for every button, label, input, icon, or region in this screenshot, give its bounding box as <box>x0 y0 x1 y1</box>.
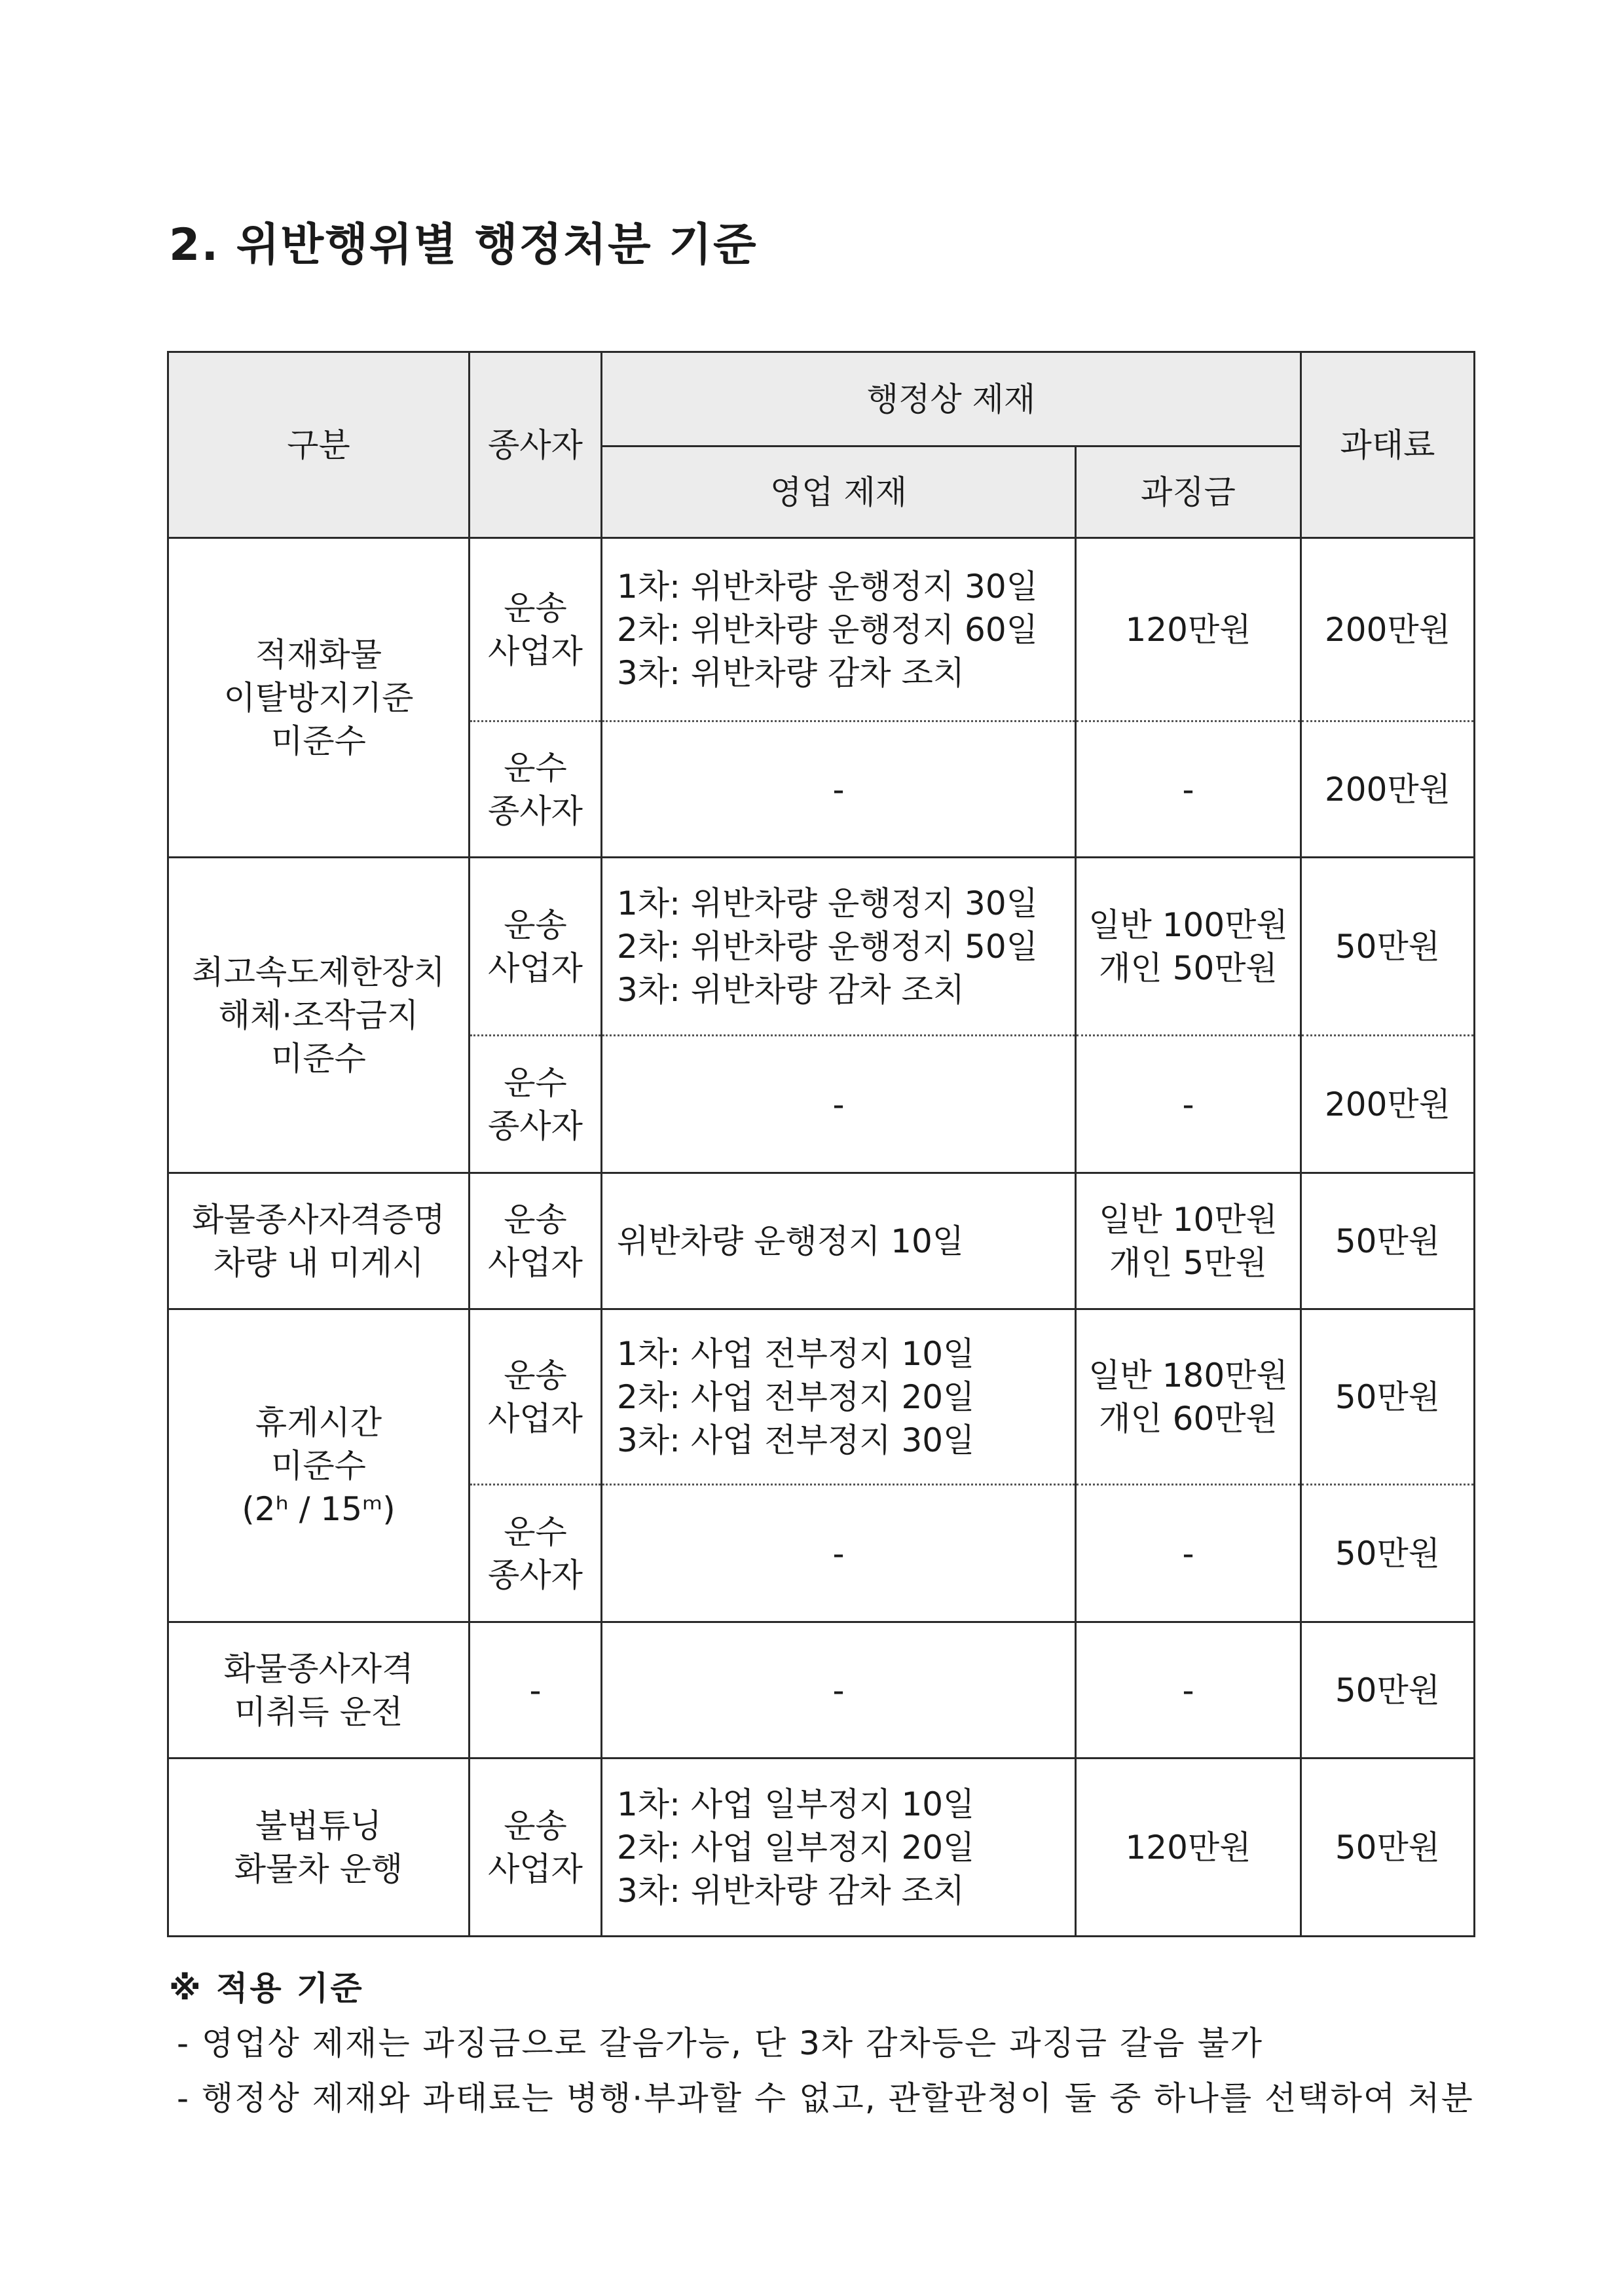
table-body <box>168 538 1475 1937</box>
business-sanction-cell <box>602 538 1076 721</box>
business-sanction-cell-line: - <box>832 1671 845 1709</box>
fine-cell: 50만원 <box>1301 858 1475 1036</box>
business-sanction-cell <box>602 1036 1076 1173</box>
penalty-surcharge-cell-line: 개인 60만원 <box>1099 1399 1278 1438</box>
sanction-standards-table <box>167 351 1475 1937</box>
violation-category-cell <box>168 1173 470 1309</box>
business-sanction-cell-line: 2차: 위반차량 운행정지 50일 <box>617 927 1038 966</box>
violation-category-cell <box>168 858 470 1173</box>
business-sanction-cell-line: 2차: 사업 전부정지 20일 <box>617 1377 975 1416</box>
worker-type-cell <box>470 538 602 721</box>
worker-type-cell-line: 운송 <box>504 589 567 627</box>
penalty-surcharge-cell-line: - <box>1182 1671 1194 1709</box>
penalty-surcharge-cell-line: 개인 50만원 <box>1099 949 1278 987</box>
business-sanction-cell-line: 3차: 위반차량 감차 조치 <box>617 653 965 692</box>
page-title: 2. 위반행위별 행정처분 기준 <box>169 219 758 271</box>
penalty-surcharge-cell-line: 120만원 <box>1125 610 1251 649</box>
worker-type-cell-line: 종사자 <box>488 1556 583 1594</box>
worker-type-cell <box>470 1758 602 1937</box>
business-sanction-cell-line: - <box>832 1085 845 1123</box>
worker-type-cell-line: 운송 <box>504 1200 567 1239</box>
penalty-surcharge-cell <box>1076 1485 1301 1622</box>
penalty-surcharge-cell <box>1076 721 1301 858</box>
violation-category-cell-line: (2ʰ / 15ᵐ) <box>242 1489 396 1528</box>
business-sanction-cell <box>602 721 1076 858</box>
violation-category-cell-line: 최고속도제한장치 <box>192 953 445 991</box>
business-sanction-cell <box>602 1485 1076 1622</box>
table-row <box>168 1309 1475 1485</box>
worker-type-cell <box>470 858 602 1036</box>
worker-type-cell <box>470 721 602 858</box>
violation-category-cell-line: 화물종사자격증명 <box>192 1200 445 1239</box>
worker-type-cell-line: 운송 <box>504 905 567 944</box>
worker-type-cell <box>470 1485 602 1622</box>
worker-type-cell-line: 운수 <box>504 1512 567 1551</box>
penalty-surcharge-cell <box>1076 858 1301 1036</box>
violation-category-cell-line: 불법튜닝 <box>255 1806 382 1845</box>
business-sanction-cell <box>602 1758 1076 1937</box>
violation-category-cell <box>168 1758 470 1937</box>
note-item: - 영업상 제재는 과징금으로 갈음가능, 단 3차 감차등은 과징금 갈음 불가 <box>177 2024 1264 2062</box>
fine-cell: 200만원 <box>1301 1036 1475 1173</box>
worker-type-cell-line: 운수 <box>504 748 567 787</box>
business-sanction-cell <box>602 1173 1076 1309</box>
violation-category-cell-line: 휴게시간 <box>255 1403 382 1442</box>
penalty-surcharge-cell-line: - <box>1182 1534 1194 1573</box>
fine-cell: 200만원 <box>1301 721 1475 858</box>
business-sanction-cell <box>602 1309 1076 1485</box>
penalty-surcharge-cell-line: - <box>1182 1085 1194 1123</box>
violation-category-cell-line: 해체·조작금지 <box>218 996 419 1034</box>
worker-type-cell <box>470 1036 602 1173</box>
violation-category-cell-line: 미취득 운전 <box>234 1692 403 1731</box>
worker-type-cell-line: 운송 <box>504 1806 567 1845</box>
violation-category-cell-line: 미준수 <box>271 721 366 760</box>
violation-category-cell-line: 차량 내 미게시 <box>213 1243 424 1282</box>
penalty-surcharge-cell <box>1076 1622 1301 1758</box>
worker-type-cell <box>470 1309 602 1485</box>
fine-cell: 50만원 <box>1301 1758 1475 1937</box>
business-sanction-cell-line: 1차: 사업 전부정지 10일 <box>617 1334 975 1373</box>
business-sanction-cell-line: 2차: 위반차량 운행정지 60일 <box>617 610 1038 649</box>
fine-cell: 50만원 <box>1301 1485 1475 1622</box>
notes-section <box>169 1961 1474 2126</box>
penalty-surcharge-cell-line: 일반 180만원 <box>1088 1356 1288 1394</box>
table-row <box>168 1622 1475 1758</box>
table-row <box>168 1173 1475 1309</box>
worker-type-cell-line: 사업자 <box>488 1243 583 1282</box>
fine-cell: 200만원 <box>1301 538 1475 721</box>
business-sanction-cell-line: 3차: 위반차량 감차 조치 <box>617 1871 965 1910</box>
business-sanction-cell <box>602 858 1076 1036</box>
fine-cell: 50만원 <box>1301 1173 1475 1309</box>
worker-type-cell <box>470 1622 602 1758</box>
violation-category-cell-line: 적재화물 <box>255 635 382 674</box>
business-sanction-cell-line: 3차: 위반차량 감차 조치 <box>617 970 965 1009</box>
business-sanction-cell-line: 위반차량 운행정지 10일 <box>617 1222 965 1260</box>
violation-category-cell <box>168 1622 470 1758</box>
penalty-surcharge-cell <box>1076 1758 1301 1937</box>
header-business-sanction: 영업 제재 <box>602 446 1076 538</box>
worker-type-cell-line: 종사자 <box>488 1106 583 1145</box>
table-row <box>168 1758 1475 1937</box>
business-sanction-cell-line: 2차: 사업 일부정지 20일 <box>617 1828 975 1867</box>
worker-type-cell <box>470 1173 602 1309</box>
header-admin-sanction: 행정상 제재 <box>602 352 1301 446</box>
worker-type-cell-line: 운수 <box>504 1063 567 1102</box>
business-sanction-cell-line: 1차: 사업 일부정지 10일 <box>617 1785 975 1823</box>
violation-category-cell <box>168 1309 470 1622</box>
worker-type-cell-line: 사업자 <box>488 1850 583 1888</box>
violation-category-cell <box>168 538 470 858</box>
business-sanction-cell <box>602 1622 1076 1758</box>
penalty-surcharge-cell-line: 개인 5만원 <box>1109 1243 1267 1282</box>
worker-type-cell-line: 사업자 <box>488 1399 583 1438</box>
table-row <box>168 858 1475 1036</box>
fine-cell: 50만원 <box>1301 1309 1475 1485</box>
violation-category-cell-line: 화물종사자격 <box>223 1649 414 1688</box>
penalty-surcharge-cell-line: - <box>1182 770 1194 809</box>
header-penalty-surcharge: 과징금 <box>1076 446 1301 538</box>
violation-category-cell-line: 화물차 운행 <box>234 1850 403 1888</box>
notes-heading: ※ 적용 기준 <box>169 1969 364 2007</box>
worker-type-cell-line: 사업자 <box>488 632 583 670</box>
penalty-surcharge-cell-line: 120만원 <box>1125 1828 1251 1867</box>
header-fine: 과태료 <box>1301 352 1475 538</box>
penalty-surcharge-cell-line: 일반 100만원 <box>1088 905 1288 944</box>
note-item: - 행정상 제재와 과태료는 병행·부과할 수 없고, 관할관청이 둘 중 하나를 선택하여 처분 <box>177 2079 1474 2117</box>
business-sanction-cell-line: - <box>832 770 845 809</box>
worker-type-cell-line: - <box>529 1671 542 1709</box>
penalty-surcharge-cell <box>1076 538 1301 721</box>
business-sanction-cell-line: 1차: 위반차량 운행정지 30일 <box>617 567 1038 606</box>
worker-type-cell-line: 사업자 <box>488 949 583 987</box>
penalty-surcharge-cell-line: 일반 10만원 <box>1099 1200 1278 1239</box>
penalty-surcharge-cell <box>1076 1036 1301 1173</box>
penalty-surcharge-cell <box>1076 1309 1301 1485</box>
header-category: 구분 <box>168 352 470 538</box>
violation-category-cell-line: 이탈방지기준 <box>223 678 414 717</box>
worker-type-cell-line: 운송 <box>504 1356 567 1394</box>
business-sanction-cell-line: - <box>832 1534 845 1573</box>
table-row <box>168 538 1475 721</box>
worker-type-cell-line: 종사자 <box>488 792 583 830</box>
business-sanction-cell-line: 3차: 사업 전부정지 30일 <box>617 1421 975 1459</box>
penalty-surcharge-cell <box>1076 1173 1301 1309</box>
violation-category-cell-line: 미준수 <box>271 1446 366 1485</box>
violation-category-cell-line: 미준수 <box>271 1039 366 1078</box>
fine-cell: 50만원 <box>1301 1622 1475 1758</box>
header-worker: 종사자 <box>470 352 602 538</box>
business-sanction-cell-line: 1차: 위반차량 운행정지 30일 <box>617 884 1038 922</box>
